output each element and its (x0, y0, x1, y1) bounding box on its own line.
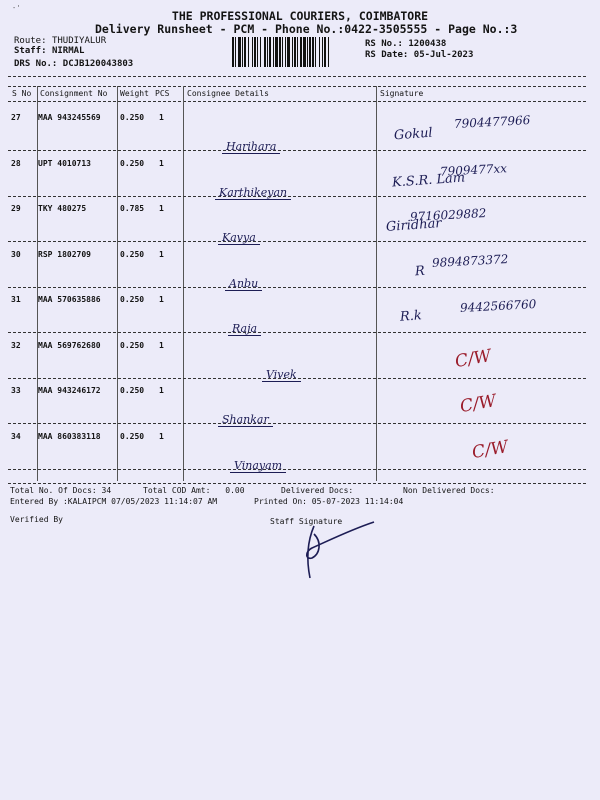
row-consignment: MAA 860383118 (38, 431, 101, 441)
row-signature: C/W (453, 345, 493, 372)
verified-by: Verified By (10, 515, 63, 524)
row-signature: R.k (399, 308, 423, 325)
row-sno: 31 (11, 295, 21, 304)
col-header-weight: Weight (120, 89, 149, 98)
row-sno: 30 (11, 249, 21, 259)
total-docs-label: Total No. Of Docs: (10, 486, 97, 495)
row-sno: 27 (11, 113, 21, 122)
row-sno: 28 (11, 158, 21, 168)
row-signature: C/W (458, 391, 498, 417)
column-rule (37, 86, 38, 481)
row-consignment: MAA 570635886 (38, 295, 101, 304)
divider (8, 76, 586, 77)
route-value: THUDIYALUR (51, 36, 107, 46)
staff-signature-label: Staff Signature (270, 517, 343, 526)
row-weight: 0.250 (120, 431, 145, 441)
rs-no-value: 1200438 (408, 39, 447, 49)
drs-line (14, 59, 133, 69)
row-pcs: 1 (159, 431, 164, 441)
row-signature: C/W (470, 436, 510, 463)
row-divider (8, 150, 586, 151)
row-consignment: MAA 943246172 (38, 386, 101, 395)
row-weight: 0.250 (120, 340, 145, 350)
entered-by: Entered By :KALAIPCM 07/05/2023 11:14:07 AM (10, 497, 218, 506)
row-signature: R (414, 263, 426, 279)
staff-label: Staff: (14, 46, 47, 56)
company-name: THE PROFESSIONAL COURIERS, COIMBATORE (171, 9, 429, 23)
corner-mark: -' (12, 4, 21, 12)
total-cod-label: Total COD Amt: (143, 486, 211, 495)
row-pcs: 1 (159, 158, 164, 168)
row-divider (8, 469, 586, 470)
divider (8, 483, 586, 484)
barcode (232, 37, 359, 67)
row-phone-note: 9716029882 (409, 206, 487, 224)
row-consignee: Karthikeyan (215, 186, 291, 200)
delivered-docs: Delivered Docs: (281, 486, 354, 495)
row-phone-note: 7909477xx (439, 160, 508, 179)
row-signature: Giridhar (385, 216, 443, 235)
row-divider (8, 378, 586, 379)
row-weight: 0.785 (120, 204, 145, 213)
row-consignee: Vivek (262, 368, 301, 382)
divider (8, 101, 586, 102)
staff-line (14, 46, 84, 56)
column-rule (376, 86, 377, 481)
rs-no-label: RS No.: (365, 39, 403, 49)
divider (8, 86, 586, 87)
row-signature: K.S.R. Lam (391, 169, 466, 191)
row-phone-note: 7904477966 (453, 113, 531, 131)
rs-date-label: RS Date: (365, 50, 409, 60)
staff-value: NIRMAL (51, 46, 85, 56)
total-docs (10, 486, 111, 495)
row-consignment: MAA 943245569 (38, 113, 101, 122)
column-rule (183, 86, 184, 481)
row-divider (8, 332, 586, 333)
row-divider (8, 287, 586, 288)
total-docs-value: 34 (101, 486, 112, 495)
row-pcs: 1 (159, 249, 164, 259)
rs-date-value: 05-Jul-2023 (413, 50, 474, 60)
row-consignment: MAA 569762680 (38, 340, 101, 350)
non-delivered-docs: Non Delivered Docs: (403, 486, 495, 495)
row-consignment: TKY 480275 (38, 204, 87, 213)
col-header-sno: S No (12, 89, 32, 98)
row-pcs: 1 (159, 204, 164, 213)
row-consignee: Vinayam (230, 459, 286, 473)
row-weight: 0.250 (120, 249, 145, 259)
col-header-signature: Signature (380, 89, 424, 98)
row-consignee: Raja (228, 322, 261, 336)
row-consignee: Harihara (222, 140, 280, 154)
row-sno: 29 (11, 204, 21, 213)
row-divider (8, 423, 586, 424)
row-divider (8, 196, 586, 197)
rs-date-line (365, 50, 473, 60)
col-header-pcs: PCS (155, 89, 170, 98)
row-consignee: Kavya (218, 231, 260, 245)
runsheet-title: Delivery Runsheet - PCM - Phone No.:0422-3505555 - Page No.:3 (95, 22, 518, 36)
row-consignment: UPT 4010713 (38, 158, 91, 168)
route-label: Route: (14, 36, 47, 46)
row-consignee: Shankar (218, 413, 273, 427)
row-weight: 0.250 (120, 113, 145, 122)
row-consignee: Anbu (225, 277, 262, 291)
row-divider (8, 241, 586, 242)
row-sno: 34 (11, 431, 21, 441)
row-pcs: 1 (159, 295, 164, 304)
row-phone-note: 9442566760 (459, 297, 537, 315)
column-rule (117, 86, 118, 481)
staff-signature-scribble (300, 518, 380, 584)
total-cod-value: 0.00 (225, 486, 245, 495)
col-header-consignment: Consignment No (40, 89, 108, 98)
printed-on: Printed On: 05-07-2023 11:14:04 (254, 497, 404, 506)
drs-value: DCJB120043803 (62, 59, 134, 69)
row-signature: Gokul (393, 125, 434, 144)
row-weight: 0.250 (120, 295, 145, 304)
col-header-consignee: Consignee Details (187, 89, 269, 98)
row-pcs: 1 (159, 340, 164, 350)
rs-no-line (365, 39, 446, 49)
row-consignment: RSP 1802709 (38, 249, 91, 259)
row-pcs: 1 (159, 386, 164, 395)
row-weight: 0.250 (120, 386, 145, 395)
row-weight: 0.250 (120, 158, 145, 168)
route-line (14, 36, 106, 46)
row-sno: 33 (11, 386, 21, 395)
total-cod (143, 486, 245, 495)
drs-label: DRS No.: (14, 59, 58, 69)
row-sno: 32 (11, 340, 21, 350)
row-phone-note: 9894873372 (431, 251, 509, 270)
row-pcs: 1 (159, 113, 164, 122)
